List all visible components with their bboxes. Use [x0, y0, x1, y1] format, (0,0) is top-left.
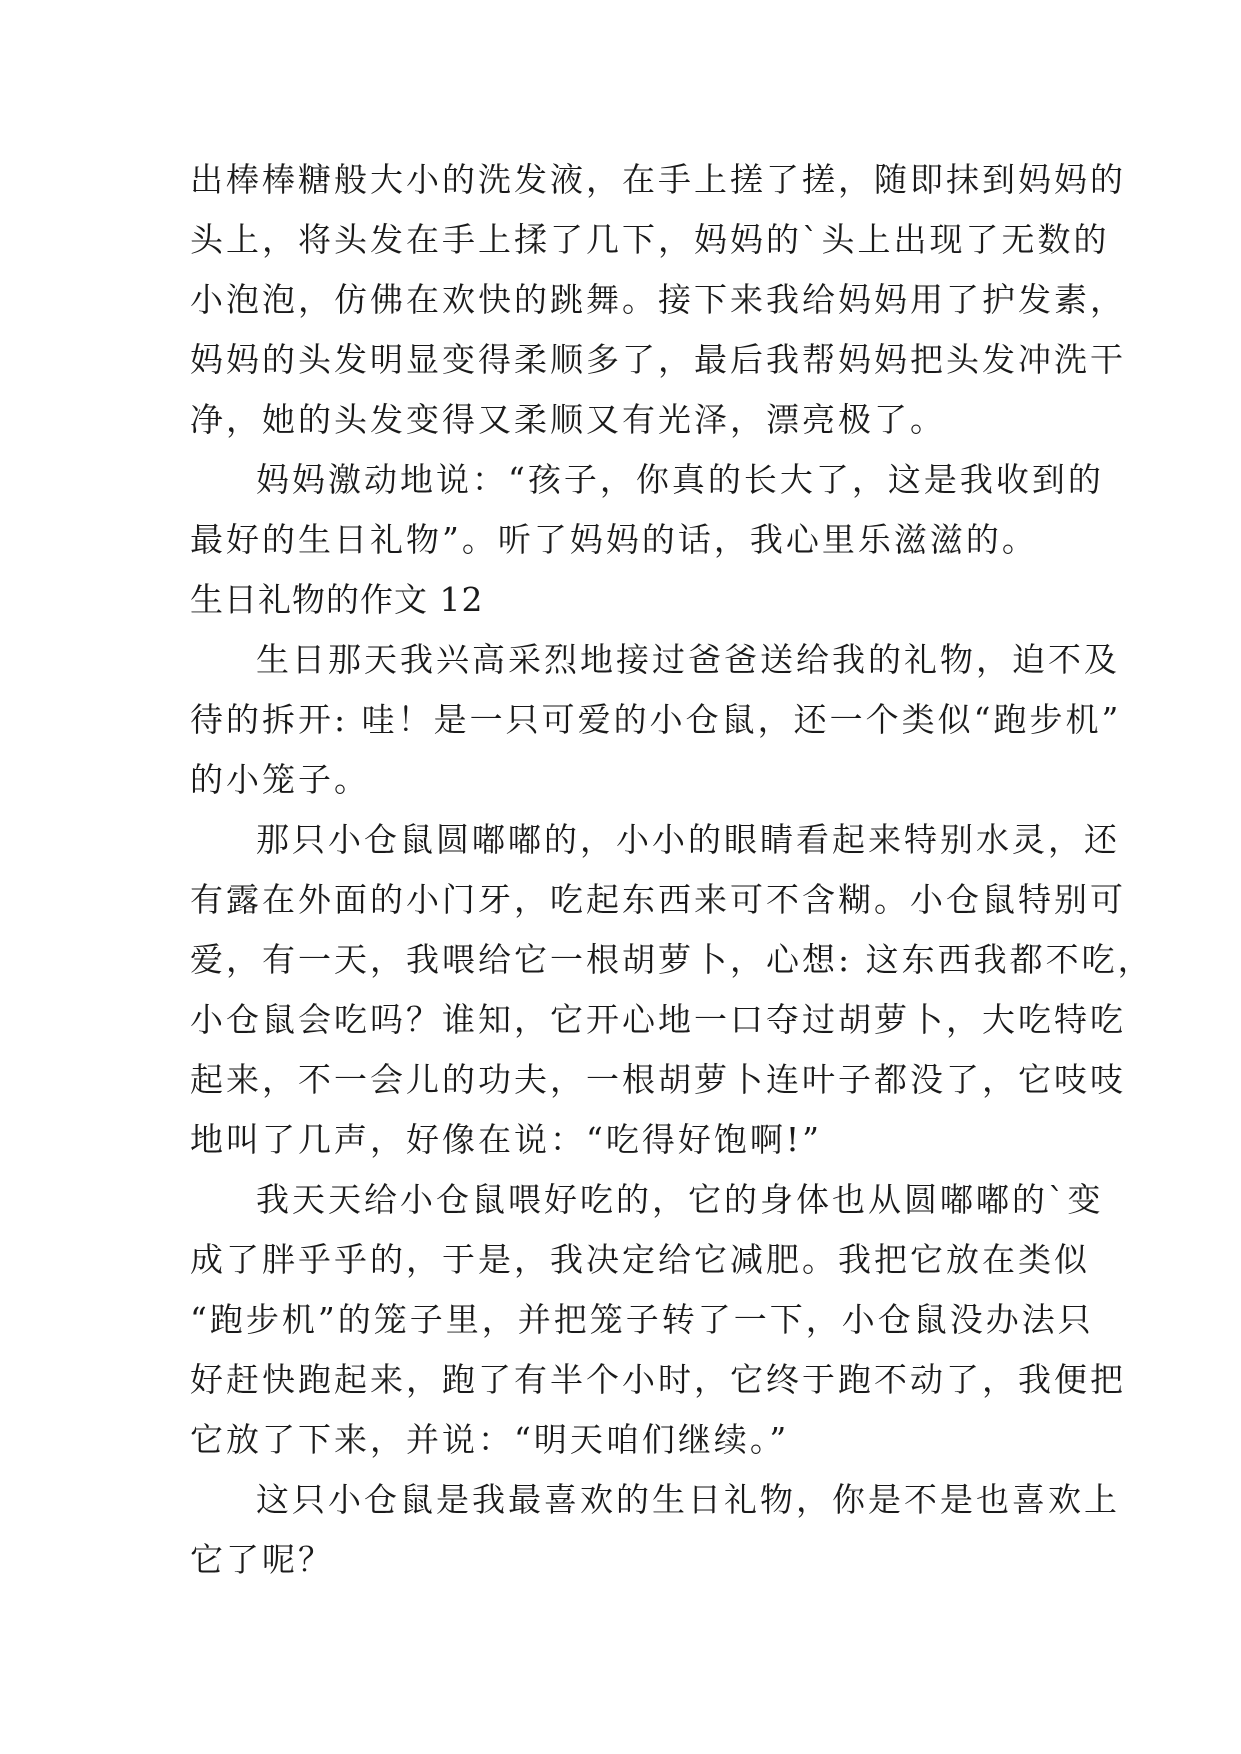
essay-text — [190, 150, 1154, 1590]
text-line: 最好的生日礼物”。听了妈妈的话，我心里乐滋滋的。 — [190, 520, 1038, 559]
text-line: 小仓鼠会吃吗？谁知，它开心地一口夺过胡萝卜，大吃特吃 — [190, 1000, 1126, 1039]
text-line: 小泡泡，仿佛在欢快的跳舞。接下来我给妈妈用了护发素， — [190, 280, 1126, 319]
text-line: 待的拆开: 哇！是一只可爱的小仓鼠，还一个类似“跑步机” — [190, 700, 1122, 739]
section-heading: 生日礼物的作文 12 — [190, 580, 484, 619]
text-line: “跑步机”的笼子里，并把笼子转了一下，小仓鼠没办法只 — [190, 1300, 1094, 1339]
text-line: 生日那天我兴高采烈地接过爸爸送给我的礼物，迫不及 — [256, 640, 1120, 679]
text-line: 那只小仓鼠圆嘟嘟的，小小的眼睛看起来特别水灵，还 — [256, 820, 1120, 859]
text-line: 妈妈的头发明显变得柔顺多了，最后我帮妈妈把头发冲洗干 — [190, 340, 1126, 379]
text-line: 起来，不一会儿的功夫，一根胡萝卜连叶子都没了，它吱吱 — [190, 1060, 1126, 1099]
text-line: 头上，将头发在手上揉了几下，妈妈的`头上出现了无数的 — [190, 220, 1110, 259]
text-line: 这只小仓鼠是我最喜欢的生日礼物，你是不是也喜欢上 — [256, 1480, 1120, 1519]
text-line: 有露在外面的小门牙，吃起东西来可不含糊。小仓鼠特别可 — [190, 880, 1126, 919]
text-line: 我天天给小仓鼠喂好吃的，它的身体也从圆嘟嘟的`变 — [256, 1180, 1104, 1219]
text-line: 爱，有一天，我喂给它一根胡萝卜，心想: 这东西我都不吃， — [190, 940, 1154, 979]
text-line: 成了胖乎乎的，于是，我决定给它减肥。我把它放在类似 — [190, 1240, 1090, 1279]
text-line: 的小笼子。 — [190, 760, 370, 799]
text-line: 出棒棒糖般大小的洗发液，在手上搓了搓，随即抹到妈妈的 — [190, 160, 1126, 199]
text-line: 净，她的头发变得又柔顺又有光泽，漂亮极了。 — [190, 400, 946, 439]
text-line: 地叫了几声，好像在说：“吃得好饱啊!” — [190, 1120, 823, 1159]
text-line: 妈妈激动地说：“孩子，你真的长大了，这是我收到的 — [256, 460, 1104, 499]
text-line: 它了呢？ — [190, 1540, 334, 1579]
text-line: 它放了下来，并说：“明天咱们继续。” — [190, 1420, 790, 1459]
text-line: 好赶快跑起来，跑了有半个小时，它终于跑不动了，我便把 — [190, 1360, 1126, 1399]
